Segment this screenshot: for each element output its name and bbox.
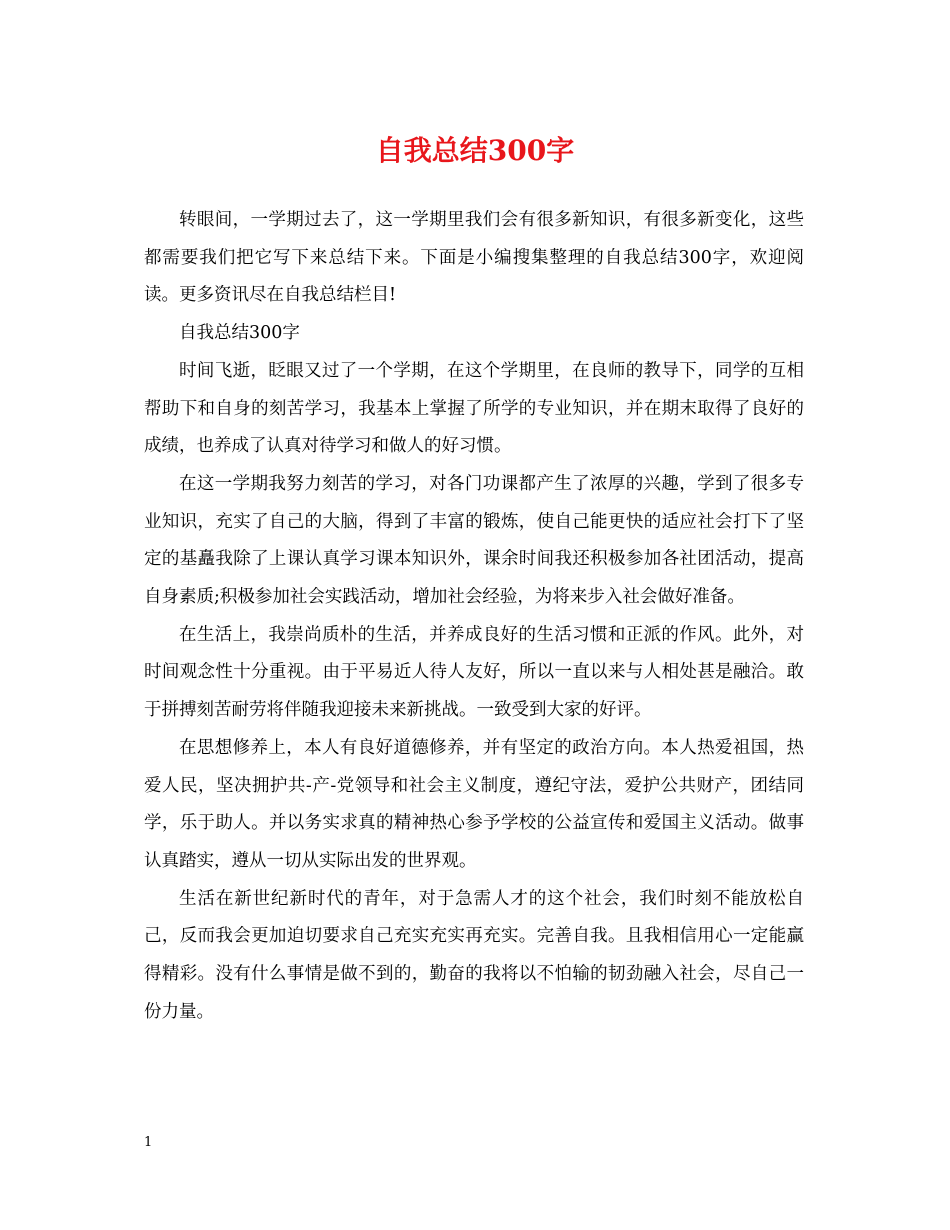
paragraph: 在生活上，我崇尚质朴的生活，并养成良好的生活习惯和正派的作风。此外，对时间观念性十分重视。由于平易近人待人友好，所以一直以来与人相处甚是融洽。敢于拼搏刻苦耐劳将伴随我迎接未来新挑战。一致受到大家的好评。 [144, 624, 804, 721]
paragraph-subtitle: 自我总结300字 [179, 323, 300, 344]
paragraph-intro: 转眼间，一学期过去了，这一学期里我们会有很多新知识，有很多新变化，这些都需要我们把它写下来总结下来。下面是小编搜集整理的自我总结300字，欢迎阅读。更多资讯尽在自我总结栏目! [144, 210, 804, 306]
paragraph: 时间飞逝，眨眼又过了一个学期，在这个学期里，在良师的教导下，同学的互相帮助下和自身的刻苦学习，我基本上掌握了所学的专业知识，并在期末取得了良好的成绩，也养成了认真对待学习和做人的好习惯。 [144, 360, 804, 457]
page-number: 1 [144, 1135, 153, 1150]
document-body [144, 202, 804, 1031]
paragraph: 在这一学期我努力刻苦的学习，对各门功课都产生了浓厚的兴趣，学到了很多专业知识，充实了自己的大脑，得到了丰富的锻炼，使自己能更快的适应社会打下了坚定的基矗我除了上课认真学习课本知识外，课余时间我还积极参加各社团活动，提高自身素质;积极参加社会实践活动，增加社会经验，为将来步入社会做好准备。 [144, 473, 804, 608]
paragraph: 在思想修养上，本人有良好道德修养，并有坚定的政治方向。本人热爱祖国，热爱人民，坚决拥护共-产-党领导和社会主义制度，遵纪守法，爱护公共财产，团结同学，乐于助人。并以务实求真的精神热心参予学校的公益宣传和爱国主义活动。做事认真踏实，遵从一切从实际出发的世界观。 [144, 737, 804, 871]
paragraph: 生活在新世纪新时代的青年，对于急需人才的这个社会，我们时刻不能放松自己，反而我会更加迫切要求自己充实充实再充实。完善自我。且我相信用心一定能赢得精彩。没有什么事情是做不到的，勤奋的我将以不怕输的韧劲融入社会，尽自己一份力量。 [144, 888, 804, 1022]
page-title: 自我总结300字 [375, 134, 575, 167]
